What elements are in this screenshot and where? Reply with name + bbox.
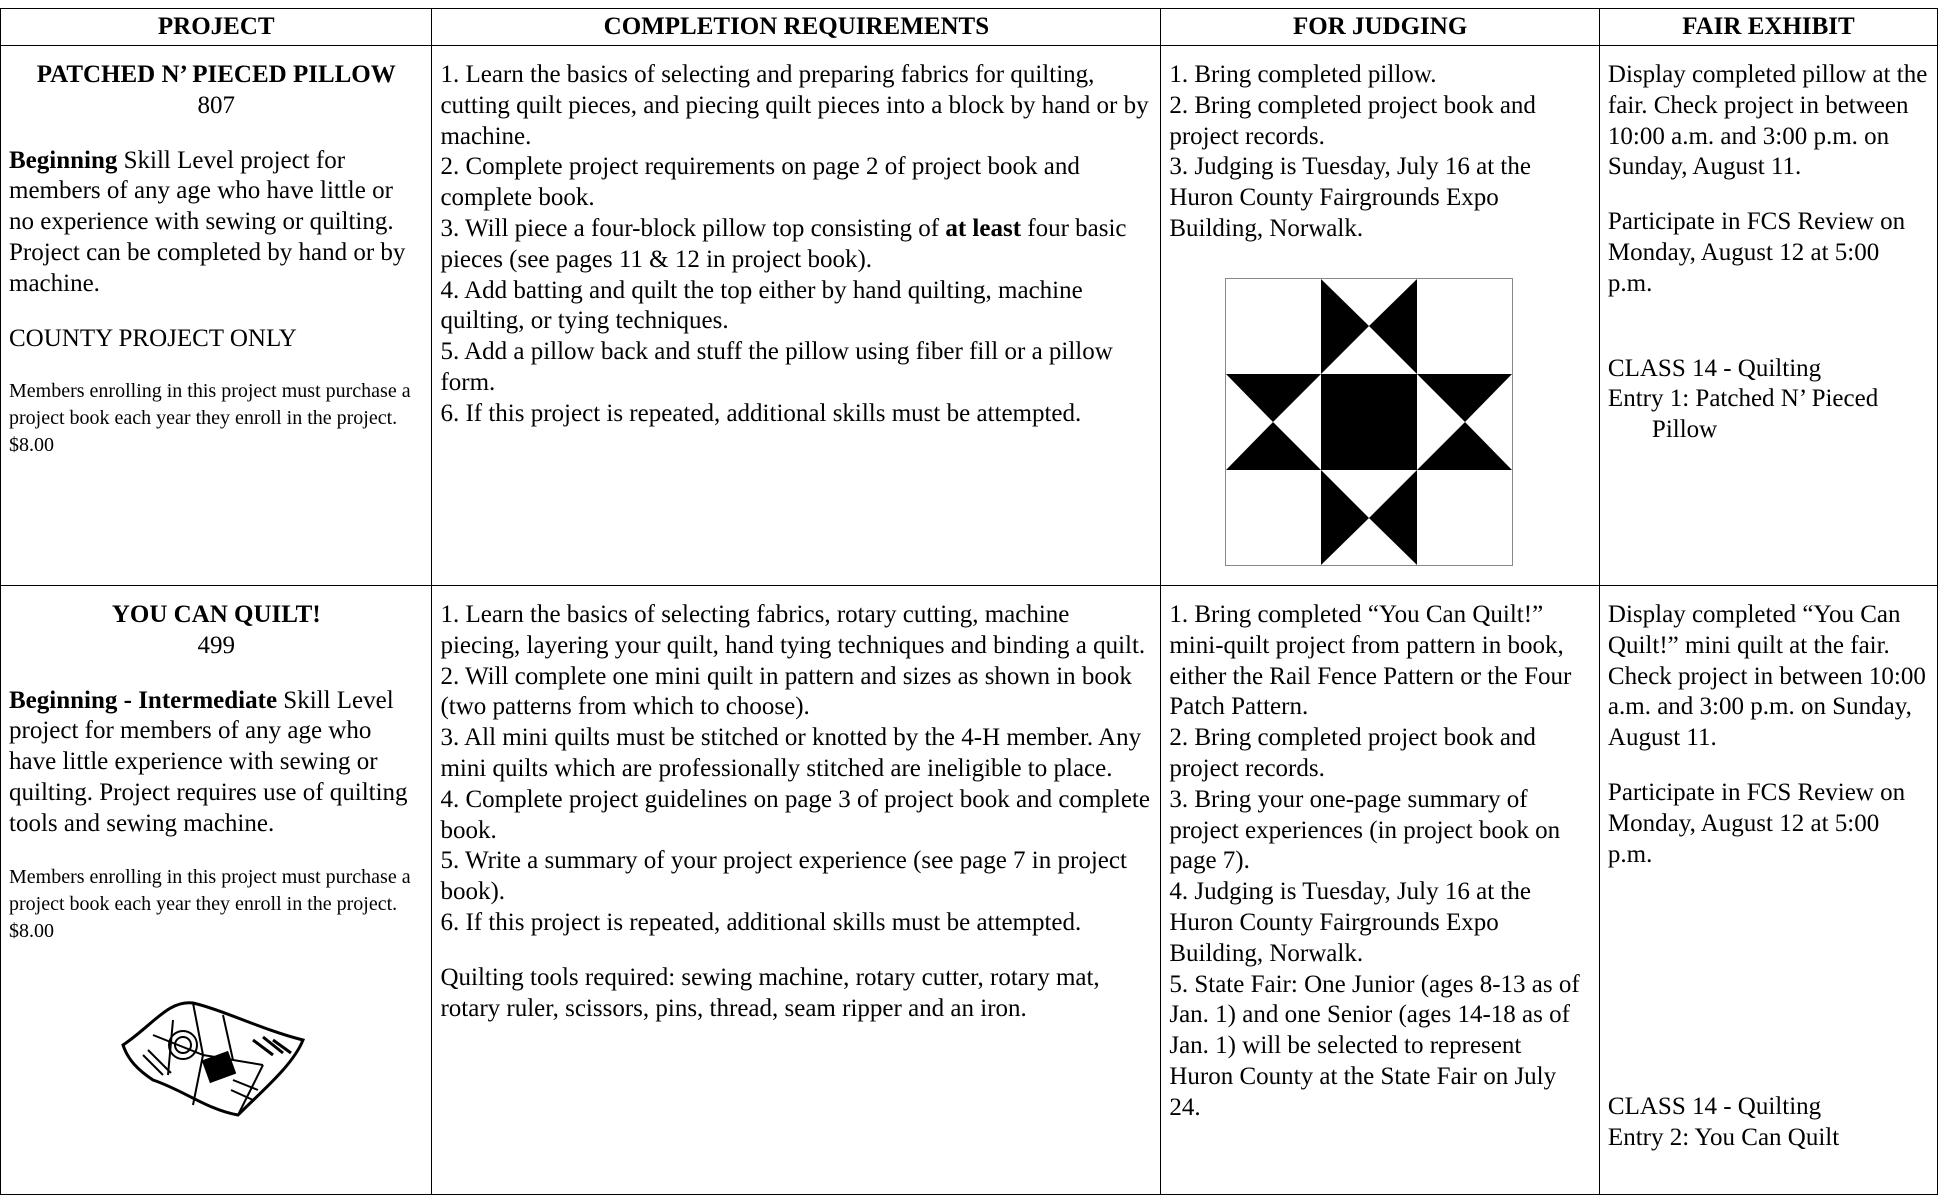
exhibit-display: Display completed pillow at the fair. Check project in between 10:00 a.m. and 3:00 p.m. on Sunday, August 11. (1607, 61, 1928, 181)
judging-item: 3. Bring your one-page summary of project experiences (in project book on page 7). (1169, 785, 1561, 875)
skill-level: Beginning (9, 146, 118, 174)
book-note: Members enrolling in this project must purchase a project book each year they enroll in the project. $8.00 (9, 865, 411, 942)
judging-item: 2. Bring completed project book and project records. (1169, 91, 1536, 150)
header-completion-requirements: COMPLETION REQUIREMENTS (432, 9, 1161, 46)
mini-quilt-image (113, 995, 423, 1134)
project-cell (1, 586, 432, 1195)
exhibit-entry: Entry 1: Patched N’ Pieced (1607, 385, 1879, 413)
exhibit-review: Participate in FCS Review on Monday, August 12 at 5:00 p.m. (1607, 208, 1906, 297)
requirement-item: 4. Complete project guidelines on page 3 of project book and complete book. (440, 785, 1150, 844)
exhibit-display: Display completed “You Can Quilt!” mini quilt at the fair. Check project in between 10:00 a.m. and 3:00 p.m. on Sunday, August 11. (1607, 601, 1926, 752)
project-title: YOU CAN QUILT! (111, 601, 321, 628)
project-table (0, 8, 1938, 1195)
header-for-judging: FOR JUDGING (1161, 9, 1600, 46)
project-title: PATCHED N’ PIECED PILLOW (36, 61, 396, 88)
exhibit-entry-cont: Pillow (1651, 416, 1718, 444)
skill-level-description: Beginning - Intermediate Skill Level project for members of any age who have little experience with sewing or quilting. Project requires use of quilting tools and sewing machine. (9, 686, 408, 837)
requirement-item: 1. Learn the basics of selecting and preparing fabrics for quilting, cutting quilt pieces, and piecing quilt pieces into a block by hand or by machine. (440, 61, 1149, 150)
exhibit-cell (1599, 46, 1937, 586)
requirement-item: 6. If this project is repeated, additional skills must be attempted. (440, 908, 1082, 936)
requirement-item: 5. Add a pillow back and stuff the pillow using fiber fill or a pillow form. (440, 338, 1113, 396)
judging-item: 5. State Fair: One Junior (ages 8-13 as of Jan. 1) and one Senior (ages 14-18 as of Jan. 1) will be selected to represent Huron County at the State Fair on July 24. (1169, 970, 1580, 1121)
requirement-item: 2. Complete project requirements on page 2 of project book and complete book. (440, 153, 1080, 212)
requirement-item: 6. If this project is repeated, additional skills must be attempted. (440, 399, 1082, 427)
mini-quilt-icon (113, 995, 313, 1125)
exhibit-class: CLASS 14 - Quilting (1607, 354, 1822, 382)
header-row (1, 9, 1938, 46)
judging-item: 1. Bring completed pillow. (1169, 61, 1437, 88)
requirement-item: 3. Will piece a four-block pillow top consisting of at least four basic pieces (see pages 11 & 12 in project book). (440, 214, 1127, 273)
skill-level: Beginning - Intermediate (9, 686, 278, 714)
quilt-star-block-image (1225, 278, 1513, 566)
exhibit-entry: Entry 2: You Can Quilt (1607, 1124, 1840, 1152)
quilting-tools: Quilting tools required: sewing machine, rotary cutter, rotary mat, rotary ruler, scissors, pins, thread, seam ripper and an iron. (440, 963, 1100, 1022)
project-number: 807 (197, 91, 235, 119)
requirements-cell (432, 46, 1161, 586)
county-note: COUNTY PROJECT ONLY (9, 324, 297, 352)
requirement-item: 5. Write a summary of your project experience (see page 7 in project book). (440, 847, 1127, 906)
skill-level-description: Beginning Skill Level project for members of any age who have little or no experience with sewing or quilting. Project can be completed by hand or by machine. (9, 146, 406, 297)
requirements-cell (432, 586, 1161, 1195)
exhibit-cell (1599, 586, 1937, 1195)
header-fair-exhibit: FAIR EXHIBIT (1599, 9, 1937, 46)
star-block-icon (1226, 279, 1512, 565)
judging-item: 2. Bring completed project book and project records. (1169, 724, 1536, 782)
requirement-item: 2. Will complete one mini quilt in pattern and sizes as shown in book (two patterns from which to choose). (440, 662, 1132, 721)
requirement-item: 4. Add batting and quilt the top either by hand quilting, machine quilting, or tying techniques. (440, 276, 1083, 335)
project-cell (1, 46, 432, 586)
exhibit-class: CLASS 14 - Quilting (1607, 1093, 1822, 1121)
judging-cell (1161, 586, 1600, 1195)
requirement-item: 3. All mini quilts must be stitched or knotted by the 4-H member. Any mini quilts which are professionally stitched are ineligible to place. (440, 724, 1142, 782)
book-note: Members enrolling in this project must purchase a project book each year they enroll in the project. $8.00 (9, 380, 411, 457)
judging-item: 3. Judging is Tuesday, July 16 at the Huron County Fairgrounds Expo Building, Norwalk. (1169, 153, 1531, 242)
project-row-pillow (1, 46, 1938, 586)
judging-item: 1. Bring completed “You Can Quilt!” mini-quilt project from pattern in book, either the Rail Fence Pattern or the Four Patch Pattern. (1169, 601, 1572, 721)
header-project: PROJECT (1, 9, 432, 46)
project-row-quilt (1, 586, 1938, 1195)
judging-cell (1161, 46, 1600, 586)
project-number: 499 (197, 631, 235, 659)
exhibit-review: Participate in FCS Review on Monday, August 12 at 5:00 p.m. (1607, 778, 1906, 868)
requirement-item: 1. Learn the basics of selecting fabrics, rotary cutting, machine piecing, layering your quilt, hand tying techniques and binding a quilt. (440, 601, 1146, 659)
judging-item: 4. Judging is Tuesday, July 16 at the Huron County Fairgrounds Expo Building, Norwalk. (1169, 878, 1531, 967)
